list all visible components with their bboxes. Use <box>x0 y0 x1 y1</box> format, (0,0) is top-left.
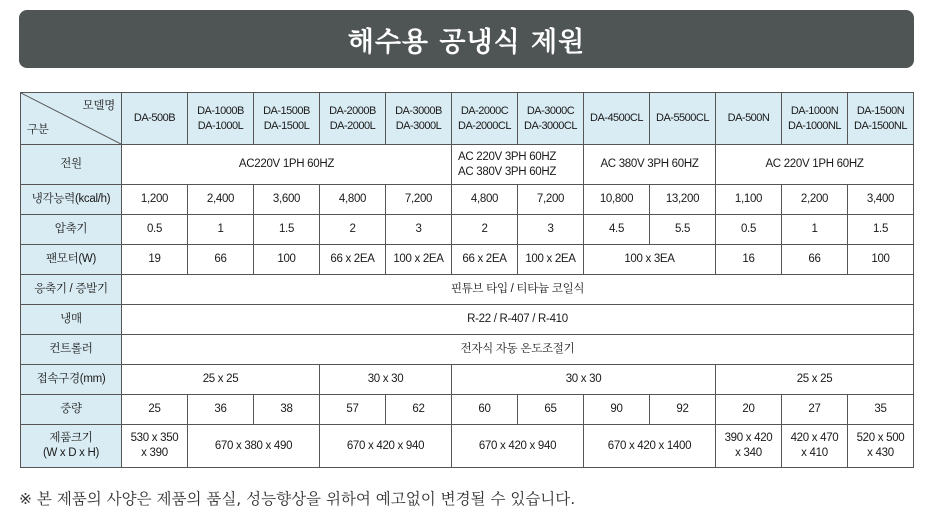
table-cell: 25 x 25 <box>122 365 320 395</box>
row-label <box>21 425 122 468</box>
model-name: DA-1500B <box>263 104 310 117</box>
table-cell: 2 <box>452 215 518 245</box>
model-header <box>848 93 914 145</box>
cooling-row <box>21 185 914 215</box>
header-row <box>21 93 914 145</box>
table-cell: 57 <box>320 395 386 425</box>
table-cell: 3,400 <box>848 185 914 215</box>
table-cell: 1,200 <box>122 185 188 215</box>
table-cell: 1 <box>782 215 848 245</box>
size-label-sub: (W x D x H) <box>42 447 100 459</box>
table-cell <box>782 425 848 468</box>
model-header <box>584 93 650 145</box>
model-name: DA-2000C <box>460 104 509 117</box>
model-name: DA-3000B <box>395 104 442 117</box>
table-cell: AC220V 1PH 60HZ <box>122 145 452 185</box>
size-line: x 340 <box>735 447 762 459</box>
model-name-alt: DA-1500L <box>263 119 310 132</box>
table-cell: 2,200 <box>782 185 848 215</box>
table-cell: 38 <box>254 395 320 425</box>
table-cell: AC 380V 3PH 60HZ <box>584 145 716 185</box>
row-label: 압축기 <box>21 215 122 245</box>
size-line: 520 x 500 <box>856 432 905 444</box>
model-name: DA-500B <box>133 112 176 124</box>
table-cell: 100 x 3EA <box>584 245 716 275</box>
model-name-alt: DA-1000L <box>197 119 244 132</box>
table-cell: 30 x 30 <box>452 365 716 395</box>
size-line: 390 x 420 <box>724 432 773 444</box>
table-cell: 36 <box>188 395 254 425</box>
model-header <box>716 93 782 145</box>
model-name: DA-2000B <box>329 104 376 117</box>
fanmotor-row <box>21 245 914 275</box>
size-line: x 430 <box>867 447 894 459</box>
model-name: DA-5500CL <box>656 112 709 124</box>
model-name-alt: DA-1000NL <box>788 119 841 132</box>
table-cell: 92 <box>650 395 716 425</box>
table-cell: 670 x 420 x 940 <box>320 425 452 468</box>
table-cell: 7,200 <box>386 185 452 215</box>
table-cell: 60 <box>452 395 518 425</box>
table-cell <box>452 145 584 185</box>
table-cell: 10,800 <box>584 185 650 215</box>
connection-row <box>21 365 914 395</box>
table-cell: 7,200 <box>518 185 584 215</box>
table-cell: 2 <box>320 215 386 245</box>
table-cell: 27 <box>782 395 848 425</box>
model-name-alt: DA-3000CL <box>524 119 577 132</box>
table-cell: 66 x 2EA <box>320 245 386 275</box>
model-header <box>452 93 518 145</box>
table-cell: 13,200 <box>650 185 716 215</box>
table-cell: 670 x 380 x 490 <box>188 425 320 468</box>
model-name: DA-3000C <box>526 104 575 117</box>
table-cell: 1,100 <box>716 185 782 215</box>
power-line: AC 380V 3PH 60HZ <box>458 165 557 178</box>
table-cell: 4.5 <box>584 215 650 245</box>
row-label: 팬모터(W) <box>21 245 122 275</box>
table-cell: 핀튜브 타입 / 티타늄 코일식 <box>122 275 914 305</box>
table-cell: 전자식 자동 온도조절기 <box>122 335 914 365</box>
model-name-alt: DA-2000CL <box>458 119 511 132</box>
row-label: 접속구경(mm) <box>21 365 122 395</box>
disclaimer-note: ※ 본 제품의 사양은 제품의 품실, 성능향상을 위하여 예고없이 변경될 수 있습니다. <box>19 490 576 508</box>
table-cell: AC 220V 1PH 60HZ <box>716 145 914 185</box>
table-cell: 30 x 30 <box>320 365 452 395</box>
table-cell: 1 <box>188 215 254 245</box>
size-line: x 410 <box>801 447 828 459</box>
header-corner-cell <box>21 93 122 145</box>
model-header <box>782 93 848 145</box>
model-header <box>386 93 452 145</box>
row-label: 중량 <box>21 395 122 425</box>
row-label: 컨트롤러 <box>21 335 122 365</box>
table-cell: 19 <box>122 245 188 275</box>
table-cell: 100 x 2EA <box>518 245 584 275</box>
table-cell: 0.5 <box>716 215 782 245</box>
corner-model-label: 모델명 <box>82 100 115 112</box>
table-cell: 5.5 <box>650 215 716 245</box>
model-header <box>320 93 386 145</box>
model-name-alt: DA-3000L <box>395 119 442 132</box>
table-cell: 66 x 2EA <box>452 245 518 275</box>
title-banner <box>19 10 914 68</box>
model-header <box>518 93 584 145</box>
table-cell: 670 x 420 x 1400 <box>584 425 716 468</box>
model-header <box>650 93 716 145</box>
table-cell: 66 <box>188 245 254 275</box>
table-cell: 65 <box>518 395 584 425</box>
table-cell: 62 <box>386 395 452 425</box>
table-cell: 35 <box>848 395 914 425</box>
controller-row <box>21 335 914 365</box>
size-row <box>21 425 914 468</box>
row-label: 전원 <box>21 145 122 185</box>
model-header <box>122 93 188 145</box>
table-cell: 16 <box>716 245 782 275</box>
table-cell: 1.5 <box>254 215 320 245</box>
table-cell: 0.5 <box>122 215 188 245</box>
row-label: 응축기 / 증발기 <box>21 275 122 305</box>
table-cell: 4,800 <box>452 185 518 215</box>
table-cell: 4,800 <box>320 185 386 215</box>
table-cell: 1.5 <box>848 215 914 245</box>
row-label: 냉매 <box>21 305 122 335</box>
size-line: x 390 <box>141 447 168 459</box>
power-line: AC 220V 3PH 60HZ <box>458 150 557 163</box>
refrigerant-row <box>21 305 914 335</box>
model-name: DA-1000N <box>790 104 839 117</box>
table-cell: 25 x 25 <box>716 365 914 395</box>
table-cell: 66 <box>782 245 848 275</box>
table-cell: 100 <box>848 245 914 275</box>
condenser-row <box>21 275 914 305</box>
model-header <box>254 93 320 145</box>
power-row <box>21 145 914 185</box>
table-cell: 90 <box>584 395 650 425</box>
page-title: 해수용 공냉식 제원 <box>347 26 586 58</box>
table-cell: 3 <box>518 215 584 245</box>
table-cell <box>848 425 914 468</box>
row-label: 냉각능력(kcal/h) <box>21 185 122 215</box>
table-cell: 100 <box>254 245 320 275</box>
table-cell <box>122 425 188 468</box>
table-cell: 2,400 <box>188 185 254 215</box>
table-cell: 670 x 420 x 940 <box>452 425 584 468</box>
size-label: 제품크기 <box>49 432 93 444</box>
table-cell: 20 <box>716 395 782 425</box>
model-name: DA-4500CL <box>590 112 643 124</box>
model-name-alt: DA-1500NL <box>854 119 907 132</box>
corner-category-label: 구분 <box>27 124 49 136</box>
model-name-alt: DA-2000L <box>329 119 376 132</box>
table-cell: 3,600 <box>254 185 320 215</box>
size-line: 530 x 350 <box>130 432 179 444</box>
table-cell: 3 <box>386 215 452 245</box>
weight-row <box>21 395 914 425</box>
size-line: 420 x 470 <box>790 432 839 444</box>
model-name: DA-500N <box>727 112 770 124</box>
compressor-row <box>21 215 914 245</box>
table-cell <box>716 425 782 468</box>
model-name: DA-1500N <box>856 104 905 117</box>
table-cell: 100 x 2EA <box>386 245 452 275</box>
model-name: DA-1000B <box>197 104 244 117</box>
table-cell: R-22 / R-407 / R-410 <box>122 305 914 335</box>
table-cell: 25 <box>122 395 188 425</box>
spec-table <box>20 92 914 468</box>
model-header <box>188 93 254 145</box>
